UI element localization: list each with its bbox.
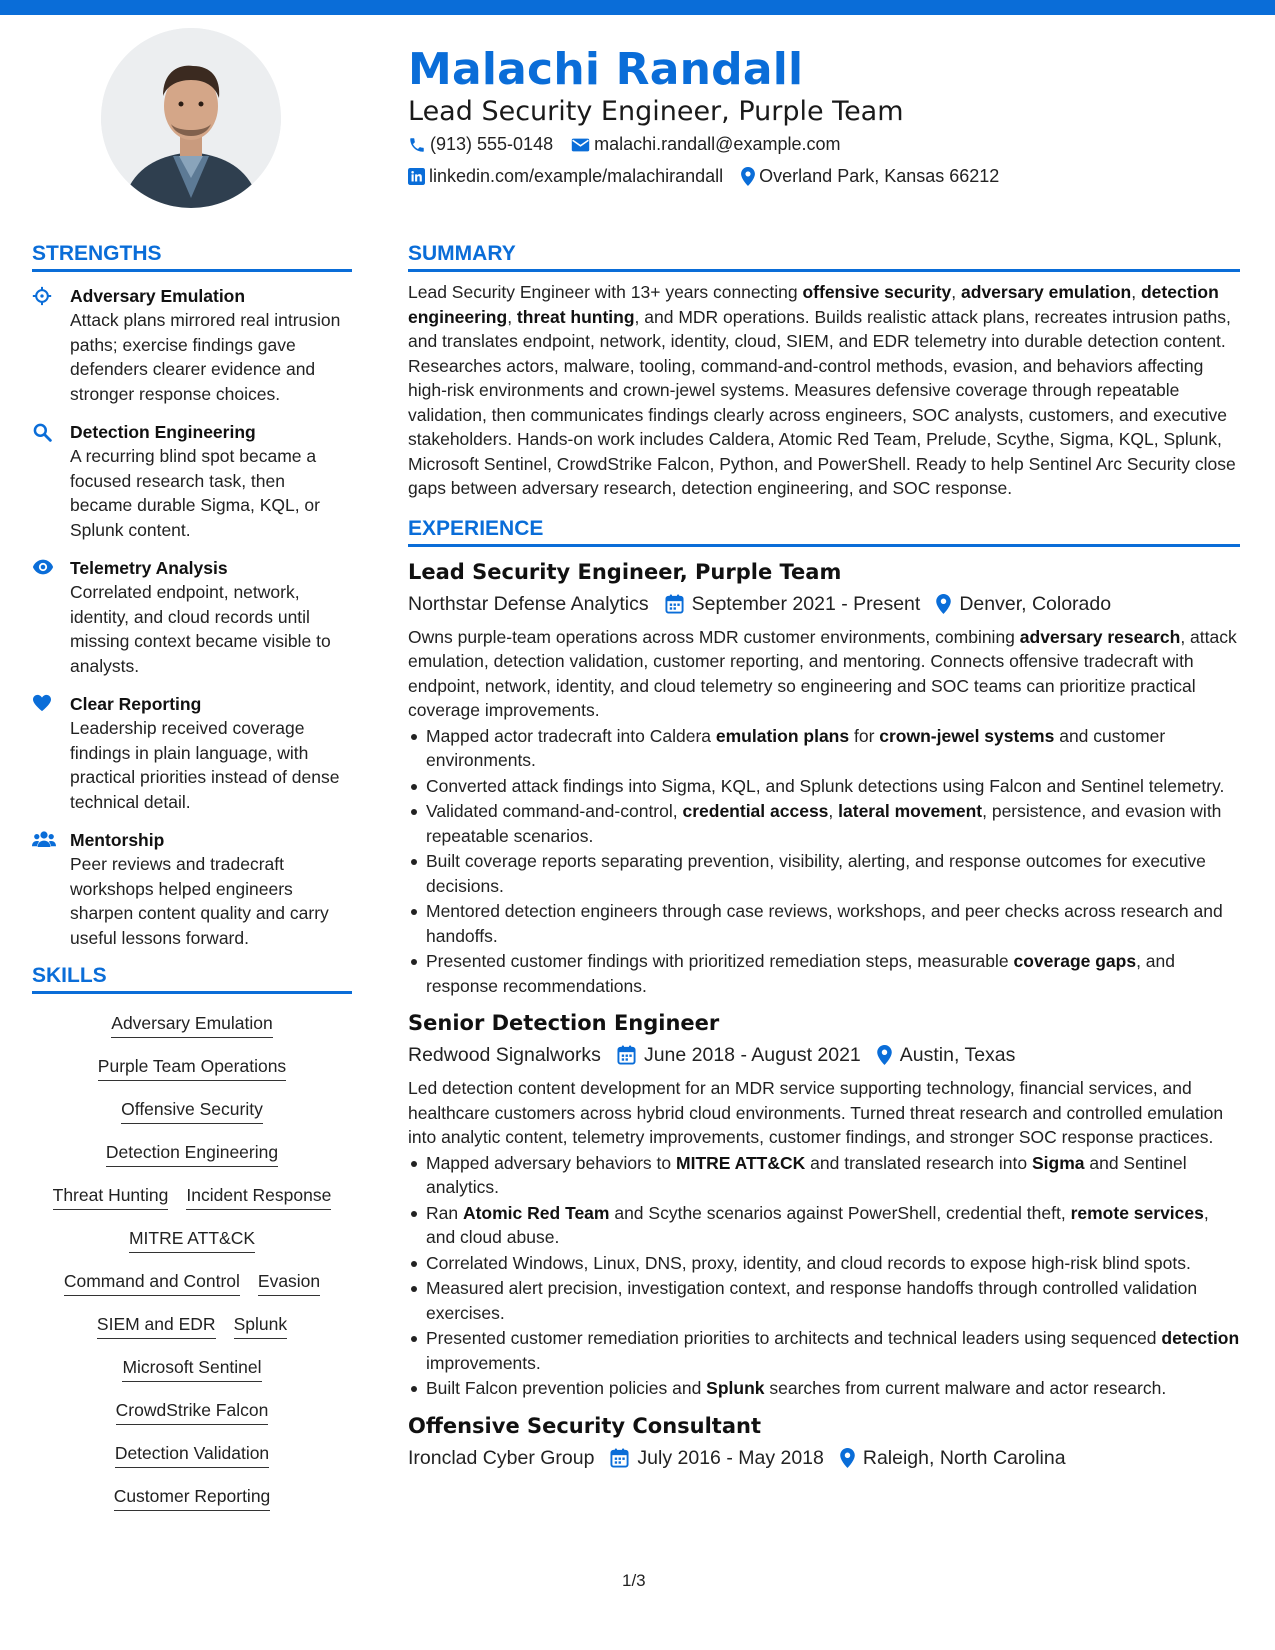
strength-item: [32, 828, 352, 950]
search-icon: [32, 420, 70, 542]
list-item: Converted attack findings into Sigma, KQL, and Splunk detections using Falcon and Sentinel telemetry.: [408, 774, 1240, 799]
job-meta: [408, 589, 1240, 619]
experience-heading: EXPERIENCE: [408, 517, 1240, 547]
strength-title: Telemetry Analysis: [70, 558, 228, 578]
map-pin-icon: [936, 594, 951, 614]
skill-tag: Splunk: [234, 1313, 288, 1339]
job-title: Lead Security Engineer, Purple Team: [408, 559, 842, 584]
contact-linkedin[interactable]: [408, 166, 723, 187]
job-company: Ironclad Cyber Group: [408, 1446, 595, 1469]
contact-row-primary: [408, 134, 858, 155]
job-title: Senior Detection Engineer: [408, 1011, 720, 1035]
calendar-icon: [610, 1448, 629, 1468]
linkedin-text[interactable]: linkedin.com/example/malachirandall: [429, 166, 724, 186]
skill-row: [32, 1012, 352, 1038]
users-icon: [32, 828, 70, 950]
skill-row: [32, 1313, 352, 1339]
skill-row: [32, 1141, 352, 1167]
envelope-icon: [571, 137, 590, 153]
job-location: Austin, Texas: [877, 1040, 1016, 1070]
skill-tag: Purple Team Operations: [98, 1055, 286, 1081]
crosshairs-icon: [32, 284, 70, 406]
job-location: Raleigh, North Carolina: [840, 1443, 1066, 1473]
contact-phone: [408, 134, 553, 155]
page-number: 1/3: [622, 1571, 646, 1590]
job-entry: [408, 1008, 1240, 1401]
skill-tag: Customer Reporting: [114, 1485, 271, 1511]
skill-row: [32, 1098, 352, 1124]
strength-title: Detection Engineering: [70, 422, 256, 442]
skill-tag: Evasion: [258, 1270, 320, 1296]
skill-tag: SIEM and EDR: [97, 1313, 216, 1339]
strength-description: Leadership received coverage findings in plain language, with practical priorities instead of dense technical detail.: [70, 718, 340, 812]
strength-title: Mentorship: [70, 830, 165, 850]
skill-tag: Detection Validation: [115, 1442, 269, 1468]
strength-title: Clear Reporting: [70, 694, 202, 714]
list-item: Mentored detection engineers through case reviews, workshops, and peer checks across research and handoffs.: [408, 899, 1240, 948]
strength-description: Peer reviews and tradecraft workshops helped engineers sharpen content quality and carry useful lessons forward.: [70, 854, 329, 948]
skills-heading: SKILLS: [32, 964, 352, 994]
list-item: Ran Atomic Red Team and Scythe scenarios against PowerShell, credential theft, remote services, and cloud abuse.: [408, 1201, 1240, 1250]
map-pin-icon: [877, 1045, 892, 1065]
skill-row: [32, 1356, 352, 1382]
skill-row: [32, 1227, 352, 1253]
skill-row: [32, 1184, 352, 1210]
skills-list: [32, 1012, 352, 1511]
contact-email[interactable]: [571, 134, 840, 155]
job-dates: July 2016 - May 2018: [610, 1443, 823, 1473]
email-text[interactable]: malachi.randall@example.com: [594, 134, 841, 154]
skill-tag: Incident Response: [186, 1184, 331, 1210]
top-accent-bar: [0, 0, 1275, 15]
list-item: Mapped actor tradecraft into Caldera emulation plans for crown-jewel systems and customer environments.: [408, 724, 1240, 773]
skill-tag: CrowdStrike Falcon: [116, 1399, 269, 1425]
list-item: Presented customer findings with prioritized remediation steps, measurable coverage gaps, and response recommendations.: [408, 949, 1240, 998]
left-column: [32, 242, 352, 1528]
strength-item: [32, 420, 352, 542]
candidate-name: Malachi Randall: [408, 44, 804, 95]
linkedin-icon: [408, 168, 425, 185]
job-dates: June 2018 - August 2021: [617, 1040, 861, 1070]
list-item: Mapped adversary behaviors to MITRE ATT&CK and translated research into Sigma and Sentinel analytics.: [408, 1151, 1240, 1200]
job-title: Offensive Security Consultant: [408, 1413, 761, 1438]
job-description: Led detection content development for an MDR service supporting technology, financial services, and healthcare customers across hybrid cloud environments. Turned threat research and controlled emulation into analytic content, telemetry improvements, customer findings, and stronger SOC response practices.: [408, 1078, 1224, 1147]
right-column: [408, 242, 1240, 1473]
job-description: Owns purple-team operations across MDR customer environments, combining adversary research, attack emulation, detection validation, customer reporting, and mentoring. Connects offensive tradecraft with endpoint, network, identity, and cloud telemetry so engineering and SOC teams can prioritize practical coverage improvements.: [408, 626, 1237, 720]
skill-tag: Detection Engineering: [106, 1141, 278, 1167]
experience-list: [408, 557, 1240, 1473]
strength-item: [32, 692, 352, 814]
skill-row: [32, 1270, 352, 1296]
skill-tag: Command and Control: [64, 1270, 240, 1296]
strength-description: A recurring blind spot became a focused research task, then became durable Sigma, KQL, or Splunk content.: [70, 446, 320, 540]
skill-tag: MITRE ATT&CK: [129, 1227, 255, 1253]
skill-row: [32, 1442, 352, 1468]
strength-description: Correlated endpoint, network, identity, and cloud records until missing context became visible to analysts.: [70, 582, 331, 676]
skill-tag: Offensive Security: [121, 1098, 263, 1124]
strength-item: [32, 556, 352, 678]
skill-tag: Adversary Emulation: [111, 1012, 272, 1038]
skill-row: [32, 1055, 352, 1081]
skill-tag: Microsoft Sentinel: [122, 1356, 261, 1382]
job-bullets: [408, 1151, 1240, 1401]
strengths-list: [32, 284, 352, 950]
strengths-heading: STRENGTHS: [32, 242, 352, 272]
strength-description: Attack plans mirrored real intrusion paths; exercise findings gave defenders clearer evidence and stronger response choices.: [70, 310, 341, 404]
candidate-headline: Lead Security Engineer, Purple Team: [408, 96, 904, 127]
list-item: Correlated Windows, Linux, DNS, proxy, identity, and cloud records to expose high-risk blind spots.: [408, 1251, 1240, 1276]
strength-item: [32, 284, 352, 406]
list-item: Validated command-and-control, credential access, lateral movement, persistence, and evasion with repeatable scenarios.: [408, 799, 1240, 848]
job-company: Redwood Signalworks: [408, 1044, 601, 1066]
skill-tag: Threat Hunting: [53, 1184, 169, 1210]
phone-text: (913) 555-0148: [430, 134, 554, 154]
summary-text: Lead Security Engineer with 13+ years connecting offensive security, adversary emulation, detection engineering, threat hunting, and MDR operations. Builds realistic attack plans, recreates intrusion paths, and translates endpoint, network, identity, cloud, SIEM, and EDR telemetry into durable detection content. Researches actors, malware, tooling, command-and-control methods, evasion, and behaviors affecting high-risk environments and crown-jewel systems. Measures defensive coverage through repeatable validation, then communicates findings clearly across engineers, SOC analysts, customers, and executive stakeholders. Hands-on work includes Caldera, Atomic Red Team, Prelude, Scythe, Sigma, KQL, Splunk, Microsoft Sentinel, CrowdStrike Falcon, Python, and PowerShell. Ready to help Sentinel Arc Security close gaps between adversary research, detection engineering, and SOC response.: [408, 282, 1236, 498]
contact-location: [741, 166, 999, 187]
list-item: Built Falcon prevention policies and Splunk searches from current malware and actor research.: [408, 1376, 1240, 1401]
list-item: Measured alert precision, investigation context, and response handoffs through controlled validation exercises.: [408, 1276, 1240, 1325]
summary-heading: SUMMARY: [408, 242, 1240, 272]
location-text: Overland Park, Kansas 66212: [759, 166, 1000, 186]
list-item: Built coverage reports separating prevention, visibility, alerting, and response outcomes for executive decisions.: [408, 849, 1240, 898]
job-entry: [408, 557, 1240, 999]
calendar-icon: [665, 594, 684, 614]
strength-title: Adversary Emulation: [70, 286, 246, 306]
job-bullets: [408, 724, 1240, 999]
job-meta: [408, 1040, 1240, 1070]
job-location: Denver, Colorado: [936, 589, 1111, 619]
map-pin-icon: [741, 167, 755, 186]
list-item: Presented customer remediation priorities to architects and technical leaders using sequenced detection improvements.: [408, 1326, 1240, 1375]
job-company: Northstar Defense Analytics: [408, 592, 649, 615]
eye-icon: [32, 556, 70, 678]
job-meta: [408, 1443, 1240, 1473]
job-entry: [408, 1411, 1240, 1473]
skill-row: [32, 1399, 352, 1425]
contact-row-secondary: [408, 166, 1017, 187]
map-pin-icon: [840, 1448, 855, 1468]
skill-row: [32, 1485, 352, 1511]
heart-icon: [32, 692, 70, 814]
calendar-icon: [617, 1045, 636, 1065]
profile-photo: [101, 28, 281, 208]
phone-icon: [408, 136, 426, 154]
job-dates: September 2021 - Present: [665, 589, 921, 619]
